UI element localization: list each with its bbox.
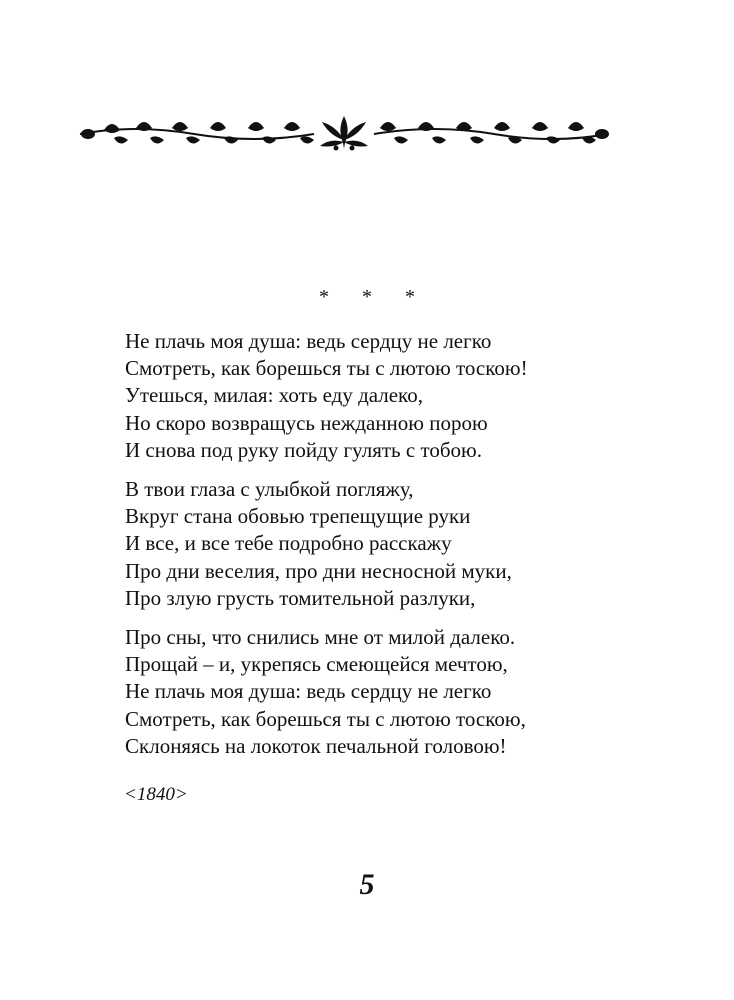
stanza-3	[125, 624, 685, 760]
poem-line: Прощай – и, укрепясь смеющейся мечтою,	[125, 652, 508, 677]
poem-line: Склоняясь на локоток печальной головою!	[125, 733, 507, 758]
poem-line: Смотреть, как борешься ты с лютою тоскою,	[125, 706, 526, 731]
stanza-2	[125, 476, 685, 612]
poem-line: Не плачь моя душа: ведь сердцу не легко	[125, 679, 492, 704]
section-asterisks: * * *	[319, 286, 429, 308]
stanza-1	[125, 328, 685, 464]
poem-line: Про дни веселия, про дни несносной муки,	[125, 558, 512, 583]
poem-line: В твои глаза с улыбкой погляжу,	[125, 477, 414, 502]
poem-line: Утешься, милая: хоть еду далеко,	[125, 383, 423, 408]
poem-date: <1840>	[124, 784, 188, 805]
poem-line: Смотреть, как борешься ты с лютою тоскою!	[125, 356, 528, 381]
poem-line: И снова под руку пойду гулять с тобою.	[125, 437, 482, 462]
poem-line: И все, и все тебе подробно расскажу	[125, 531, 452, 556]
floral-vine-ornament-icon	[74, 110, 614, 152]
poem	[125, 328, 685, 772]
poem-line: Вкруг стана обовью трепещущие руки	[125, 504, 471, 529]
poem-line: Но скоро возвращусь нежданною порою	[125, 410, 488, 435]
poem-line: Не плачь моя душа: ведь сердцу не легко	[125, 329, 492, 353]
poem-line: Про злую грусть томительной разлуки,	[125, 585, 476, 610]
page-number: 5	[359, 868, 375, 901]
poem-line: Про сны, что снились мне от милой далеко.	[125, 625, 516, 650]
